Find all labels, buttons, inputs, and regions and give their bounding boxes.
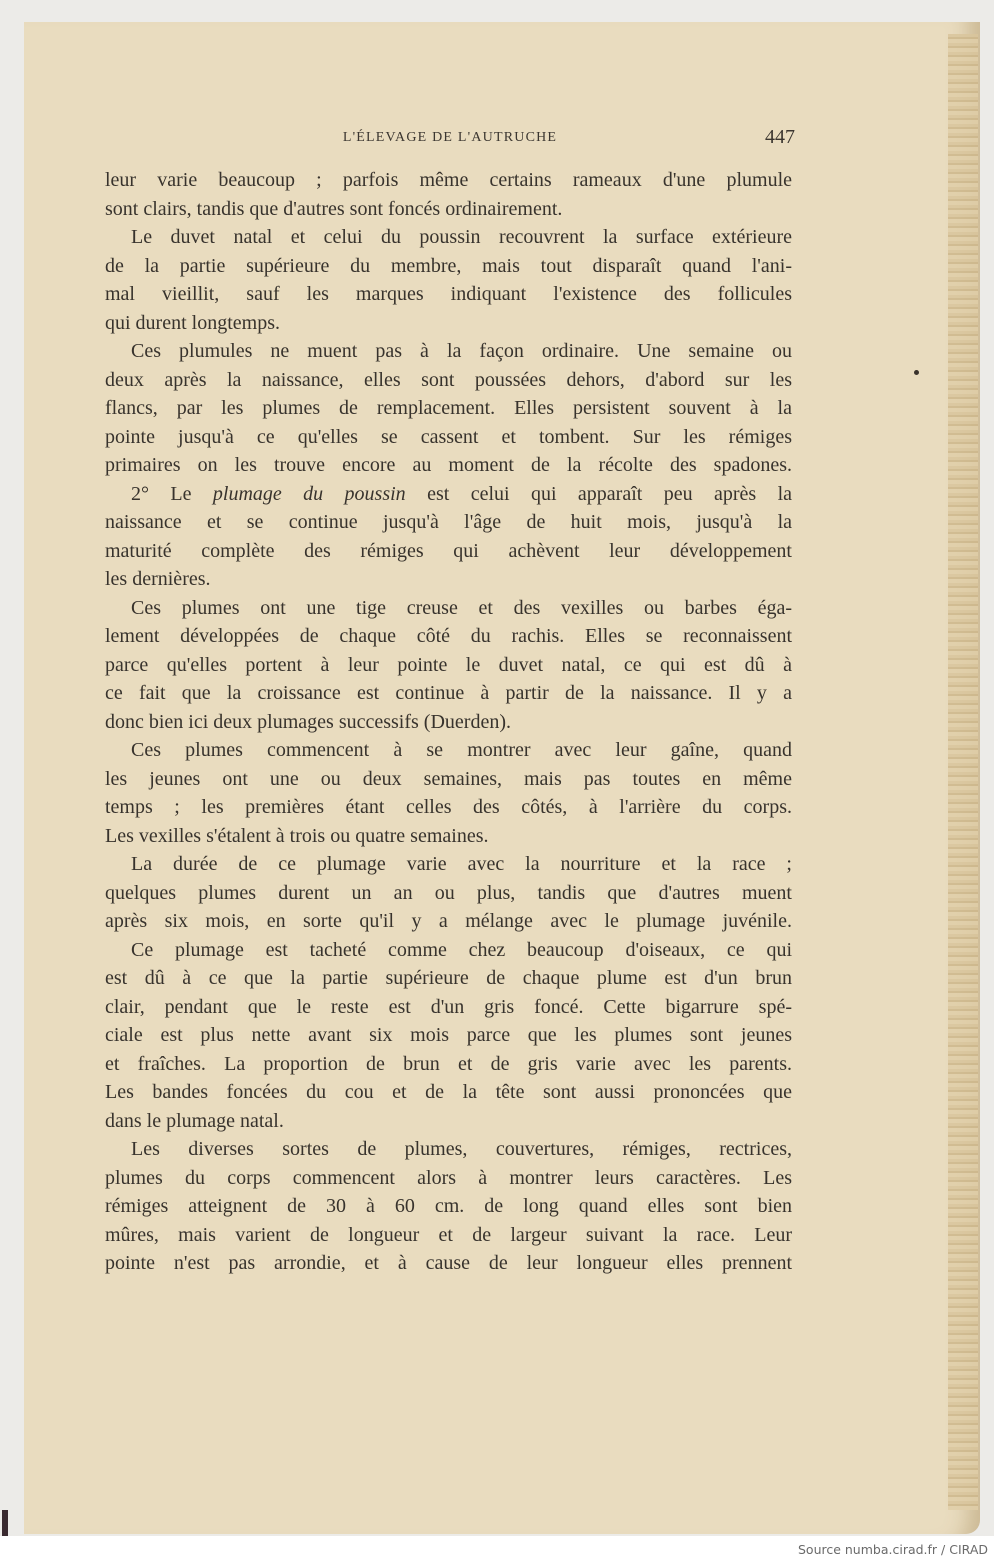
body-text	[105, 166, 792, 1278]
text-line: mûres, mais varient de longueur et de largeur suivant la race. Leur	[105, 1223, 792, 1246]
running-title: L'ÉLEVAGE DE L'AUTRUCHE	[342, 130, 558, 145]
binding-edge	[2, 1510, 8, 1536]
text-line: Les vexilles s'étalent à trois ou quatre semaines.	[105, 824, 489, 847]
text-line: pointe n'est pas arrondie, et à cause de leur longueur elles prennent	[105, 1252, 792, 1274]
text-line: maturité complète des rémiges qui achèvent leur développement	[105, 539, 792, 562]
text-line: plumes du corps commencent alors à montrer leurs caractères. Les	[105, 1166, 792, 1189]
text-line: dans le plumage natal.	[105, 1109, 284, 1132]
italic-phrase: plumage du poussin	[212, 482, 406, 505]
text-line: temps ; les premières étant celles des côtés, à l'arrière du corps.	[105, 796, 792, 818]
text-line: ce fait que la croissance est continue à partir de la naissance. Il y a	[105, 682, 792, 704]
text-line: les dernières.	[105, 568, 211, 590]
text-line: Les bandes foncées du cou et de la tête sont aussi prononcées que	[105, 1081, 792, 1103]
text-line: naissance et se continue jusqu'à l'âge de huit mois, jusqu'à la	[105, 511, 792, 533]
text-segment: 2° Le	[131, 482, 213, 505]
source-credit: Source numba.cirad.fr / CIRAD	[797, 1542, 988, 1557]
text-line: Ces plumes commencent à se montrer avec leur gaîne, quand	[131, 739, 792, 761]
text-segment: est celui qui apparaît peu après la	[405, 482, 793, 505]
text-line: est dû à ce que la partie supérieure de chaque plume est d'un brun	[105, 967, 792, 989]
text-line: donc bien ici deux plumages successifs (Duerden).	[105, 710, 511, 733]
text-line: leur varie beaucoup ; parfois même certains rameaux d'une plumule	[105, 169, 792, 191]
text-line: sont clairs, tandis que d'autres sont foncés ordinairement.	[105, 197, 563, 220]
text-line: Les diverses sortes de plumes, couvertures, rémiges, rectrices,	[131, 1138, 792, 1160]
ink-speck	[914, 370, 919, 375]
text-line: après six mois, en sorte qu'il y a mélange avec le plumage juvénile.	[105, 910, 792, 932]
text-line	[105, 480, 792, 509]
text-line: qui durent longtemps.	[105, 311, 280, 334]
text-line: flancs, par les plumes de remplacement. Elles persistent souvent à la	[105, 397, 792, 419]
text-line: parce qu'elles portent à leur pointe le duvet natal, ce qui est dû à	[105, 653, 792, 676]
text-line: lement développées de chaque côté du rachis. Elles se reconnaissent	[105, 625, 792, 647]
text-line: quelques plumes durent un an ou plus, tandis que d'autres muent	[105, 881, 792, 904]
text-line: pointe jusqu'à ce qu'elles se cassent et tombent. Sur les rémiges	[105, 425, 792, 448]
text-line: deux après la naissance, elles sont poussées dehors, d'abord sur les	[105, 368, 792, 391]
text-line: rémiges atteignent de 30 à 60 cm. de long quand elles sont bien	[105, 1195, 792, 1217]
page-header	[105, 126, 795, 150]
text-line: ciale est plus nette avant six mois parce que les plumes sont jeunes	[105, 1024, 792, 1046]
text-line: de la partie supérieure du membre, mais tout disparaît quand l'ani-	[105, 254, 792, 277]
text-line: Le duvet natal et celui du poussin recouvrent la surface extérieure	[131, 226, 792, 248]
text-line: Ce plumage est tacheté comme chez beaucoup d'oiseaux, ce qui	[131, 938, 792, 961]
text-line: Ces plumules ne muent pas à la façon ordinaire. Une semaine ou	[131, 340, 792, 362]
text-line: clair, pendant que le reste est d'un gris foncé. Cette bigarrure spé-	[105, 995, 792, 1018]
text-line: Ces plumes ont une tige creuse et des vexilles ou barbes éga-	[131, 596, 792, 619]
text-line: mal vieillit, sauf les marques indiquant l'existence des follicules	[105, 283, 792, 305]
text-line: et fraîches. La proportion de brun et de gris varie avec les parents.	[105, 1052, 792, 1075]
text-line: les jeunes ont une ou deux semaines, mais pas toutes en même	[105, 767, 792, 790]
page-number: 447	[765, 126, 795, 148]
page-edge	[948, 34, 978, 1510]
text-line: La durée de ce plumage varie avec la nourriture et la race ;	[131, 853, 792, 875]
text-line: primaires on les trouve encore au moment de la récolte des spadones.	[105, 454, 792, 476]
